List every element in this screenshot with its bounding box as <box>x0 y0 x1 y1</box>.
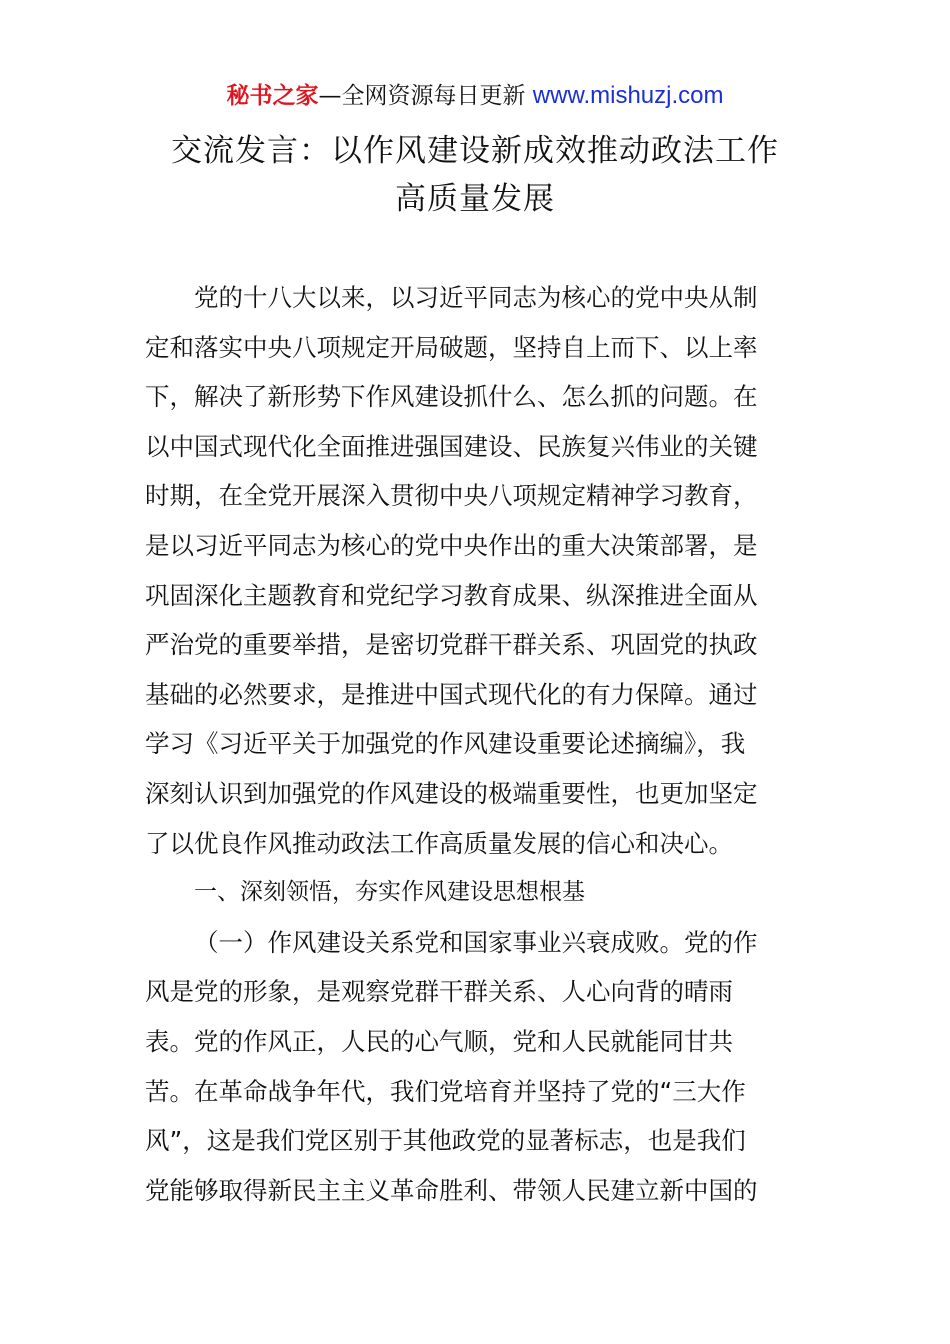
header-tagline: —全网资源每日更新 <box>318 83 533 109</box>
body-line: （一）作风建设关系党和国家事业兴衰成败。党的作 <box>194 927 758 957</box>
body-line: 风”，这是我们党区别于其他政党的显著标志，也是我们 <box>145 1126 746 1156</box>
section-heading: 一、深刻领悟，夯实作风建设思想根基 <box>194 879 585 906</box>
document-title <box>0 127 950 223</box>
body-line: 巩固深化主题教育和党纪学习教育成果、纵深推进全面从 <box>145 580 758 610</box>
body-line: 学习《习近平关于加强党的作风建设重要论述摘编》，我 <box>145 729 746 759</box>
body-line: 严治党的重要举措，是密切党群干群关系、巩固党的执政 <box>145 630 758 660</box>
document-body <box>145 273 807 1215</box>
body-line: 是以习近平同志为核心的党中央作出的重大决策部署，是 <box>145 530 758 560</box>
body-line: 表。党的作风正，人民的心气顺，党和人民就能同甘共 <box>145 1026 733 1056</box>
body-line: 了以优良作风推动政法工作高质量发展的信心和决心。 <box>145 828 733 858</box>
site-header <box>0 80 950 112</box>
body-line: 以中国式现代化全面推进强国建设、民族复兴伟业的关键 <box>145 431 758 461</box>
body-line: 时期，在全党开展深入贯彻中央八项规定精神学习教育， <box>145 481 758 511</box>
brand-name: 秘书之家 <box>226 83 319 109</box>
body-line: 定和落实中央八项规定开局破题，坚持自上而下、以上率 <box>145 332 758 362</box>
body-line: 党的十八大以来，以习近平同志为核心的党中央从制 <box>194 283 758 312</box>
body-line: 风是党的形象，是观察党群干群关系、人心向背的晴雨 <box>145 977 733 1007</box>
body-line: 下，解决了新形势下作风建设抓什么、怎么抓的问题。在 <box>145 382 758 412</box>
site-url-link[interactable]: www.mishuzj.com <box>532 82 724 109</box>
body-line: 基础的必然要求，是推进中国式现代化的有力保障。通过 <box>145 679 758 709</box>
title-line-1: 交流发言：以作风建设新成效推动政法工作 <box>171 133 779 169</box>
body-line: 苦。在革命战争年代，我们党培育并坚持了党的“三大作 <box>145 1076 746 1106</box>
title-line-2: 高质量发展 <box>395 181 555 217</box>
body-line: 党能够取得新民主主义革命胜利、带领人民建立新中国的 <box>145 1175 758 1205</box>
body-line: 深刻认识到加强党的作风建设的极端重要性，也更加坚定 <box>145 778 758 808</box>
